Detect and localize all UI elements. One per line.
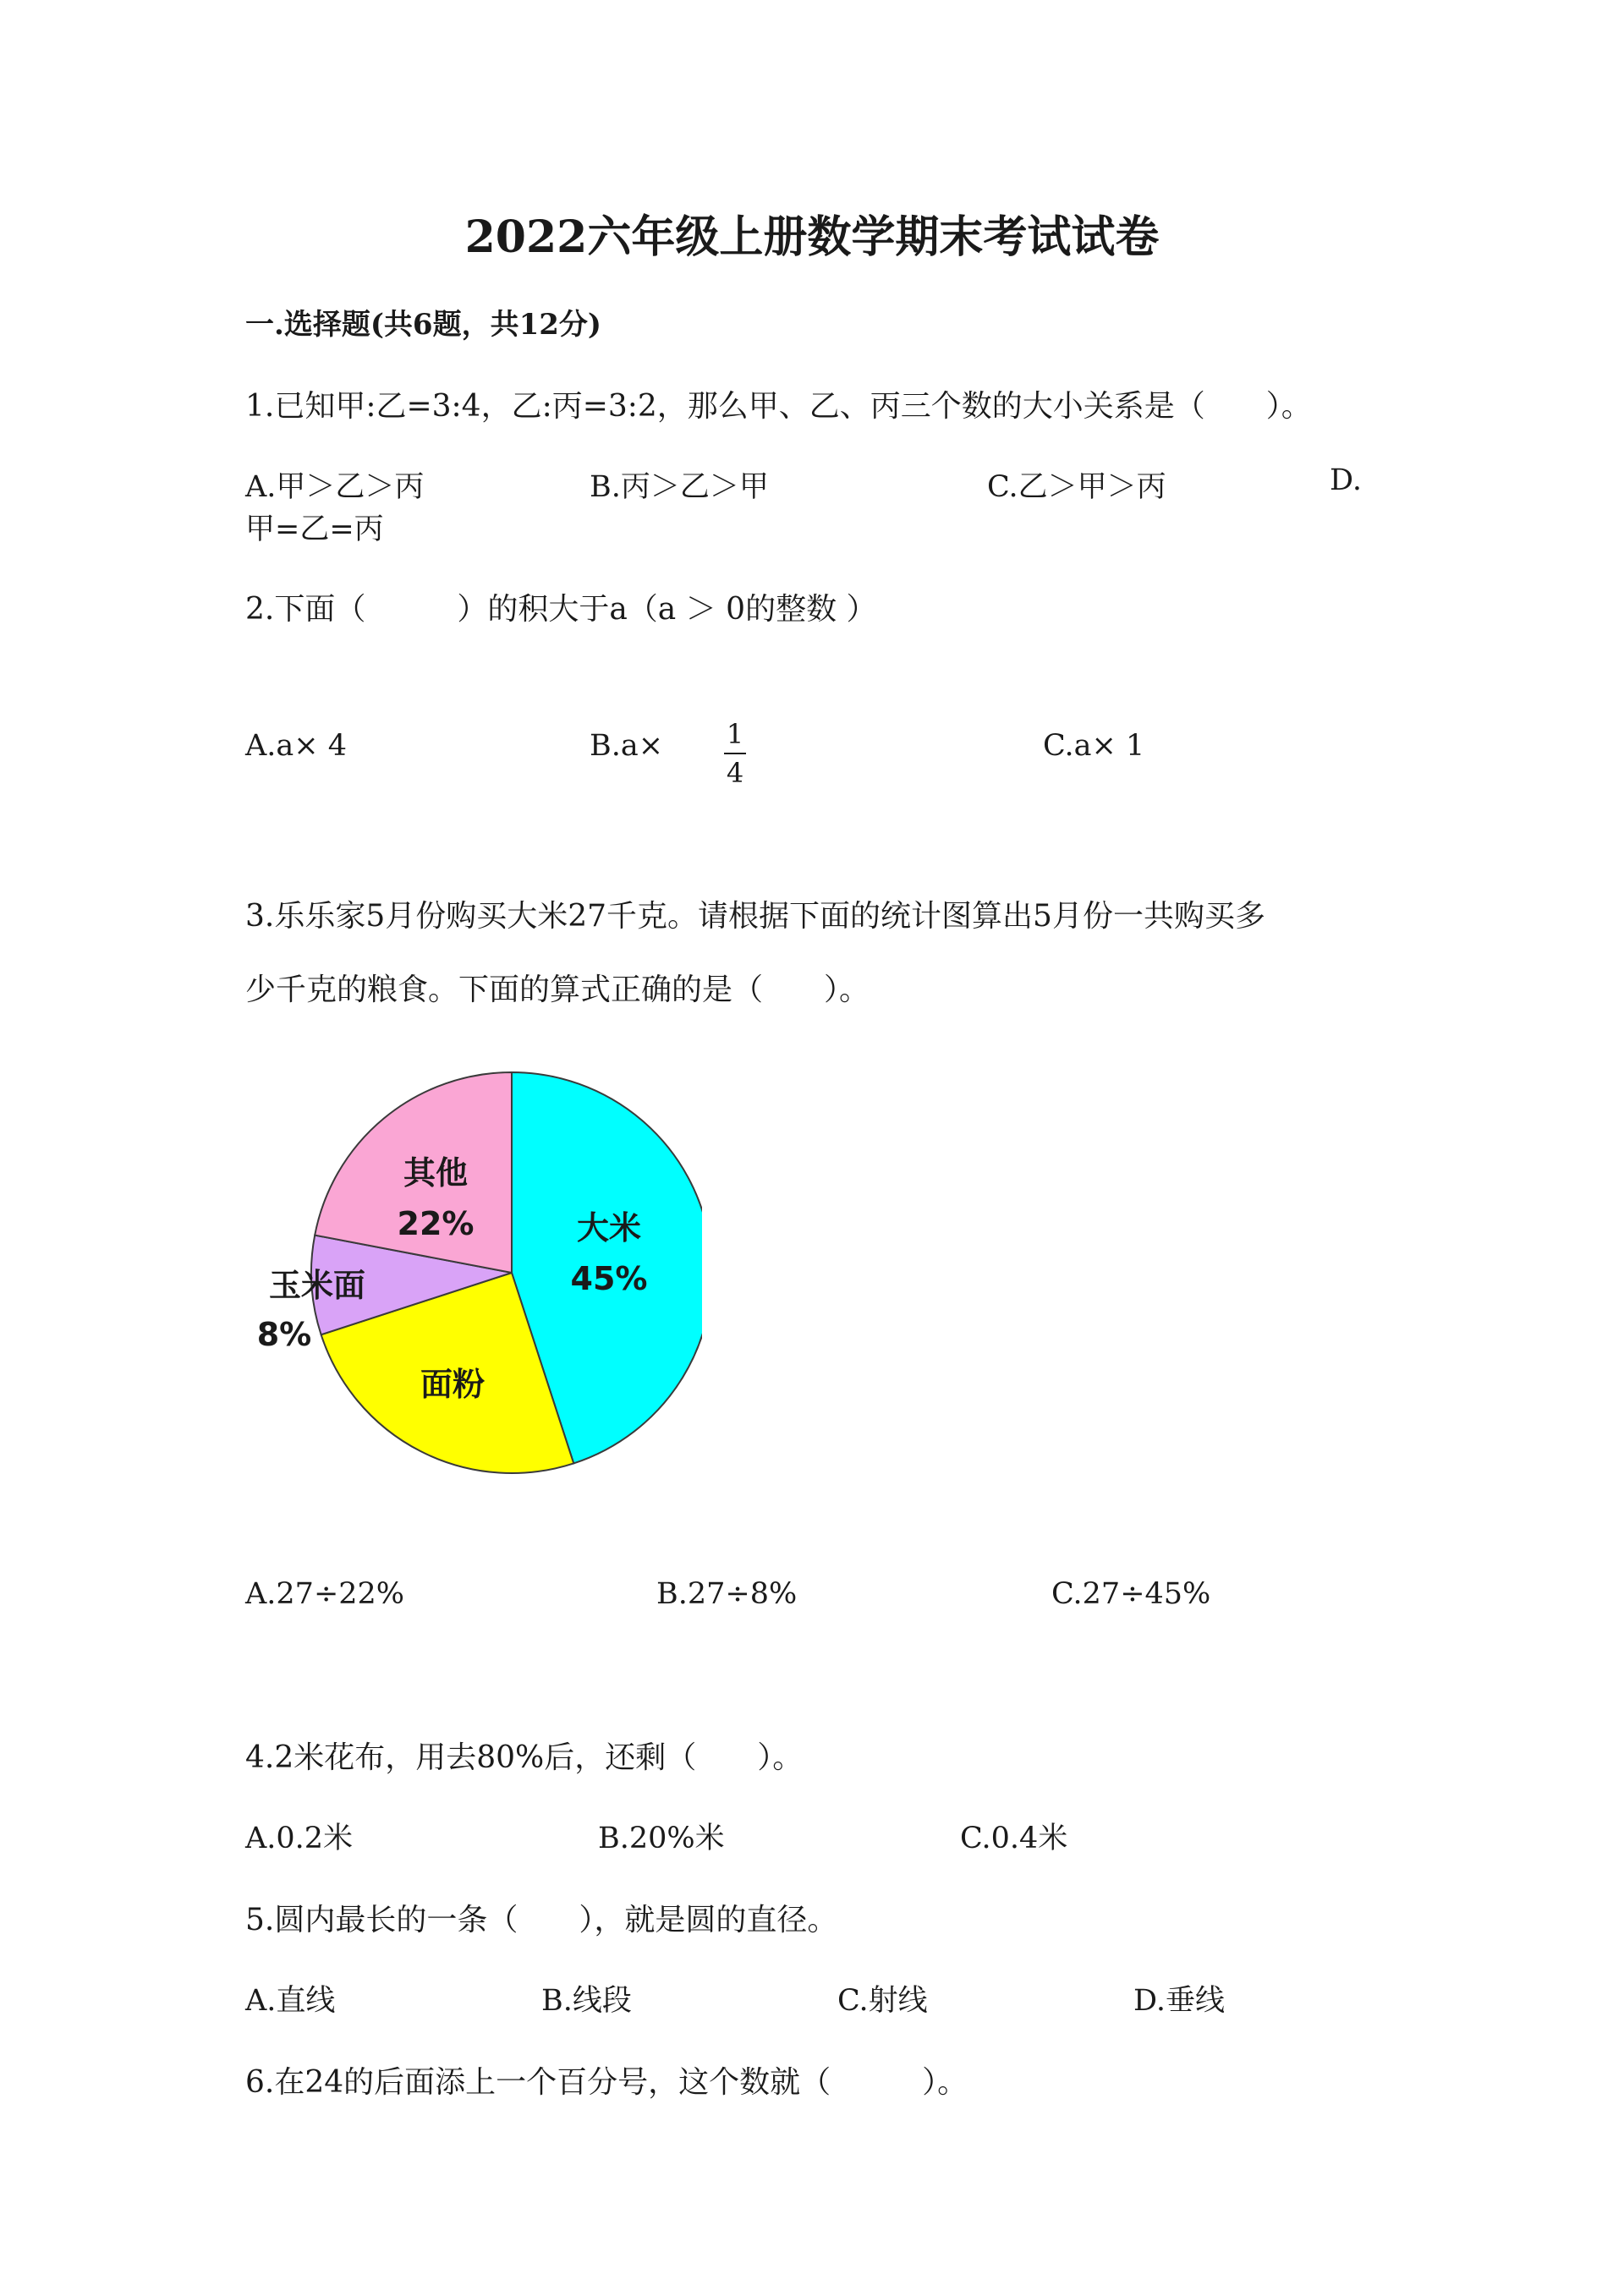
question-3-option-b[interactable]: B.27÷8% (656, 1577, 798, 1611)
question-3-option-a[interactable]: A.27÷22% (245, 1577, 405, 1611)
question-5-option-a[interactable]: A.直线 (245, 1984, 336, 2018)
question-5-option-c[interactable]: C.射线 (837, 1984, 928, 2018)
question-4-stem: 4.2米花布，用去80%后，还剩（ ）。 (245, 1740, 804, 1775)
question-2-stem: 2.下面（ ）的积大于a（a ＞ 0的整数 ） (245, 592, 877, 627)
pie-label-2: 面粉 (420, 1366, 486, 1403)
question-2-option-b[interactable]: B.a× (590, 729, 664, 763)
question-4-option-c[interactable]: C.0.4米 (960, 1822, 1068, 1855)
question-4-option-b[interactable]: B.20%米 (598, 1822, 725, 1855)
question-3-stem-line-1: 3.乐乐家5月份购买大米27千克。请根据下面的统计图算出5月份一共购买多 (245, 899, 1265, 934)
question-4-option-a[interactable]: A.0.2米 (245, 1822, 354, 1855)
pie-percent-label-1: 45% (570, 1260, 648, 1297)
question-5-option-b[interactable]: B.线段 (541, 1984, 632, 2018)
pie-label-1: 大米 (576, 1209, 642, 1247)
pie-label-3: 玉米面 (268, 1267, 366, 1304)
question-3-option-c[interactable]: C.27÷45% (1051, 1577, 1211, 1611)
section-heading: 一.选择题(共6题，共12分) (245, 308, 601, 342)
question-1-option-a[interactable]: A.甲＞乙＞丙 (245, 470, 425, 504)
fraction-bar (724, 753, 746, 754)
question-5-stem: 5.圆内最长的一条（ ），就是圆的直径。 (245, 1903, 838, 1937)
question-3-stem-line-2: 少千克的粮食。下面的算式正确的是（ ）。 (245, 973, 870, 1007)
question-2-option-c[interactable]: C.a× 1 (1043, 729, 1145, 763)
question-1-option-c[interactable]: C.乙＞甲＞丙 (987, 470, 1166, 504)
question-1-option-d-letter[interactable]: D. (1330, 463, 1362, 497)
page-title: 2022六年级上册数学期末考试试卷 (464, 211, 1160, 263)
question-1-stem: 1.已知甲:乙=3:4，乙:丙=3:2，那么甲、乙、丙三个数的大小关系是（ ）。 (245, 389, 1312, 424)
question-2-option-a[interactable]: A.a× 4 (245, 729, 347, 763)
question-1-option-b[interactable]: B.丙＞乙＞甲 (590, 470, 769, 504)
pie-label-4: 其他 (403, 1154, 469, 1192)
fraction-numerator: 1 (726, 718, 744, 750)
question-1-option-d-text[interactable]: 甲=乙=丙 (245, 512, 384, 546)
pie-percent-label-3: 8% (256, 1316, 312, 1353)
pie-chart (245, 1070, 702, 1510)
question-6-stem: 6.在24的后面添上一个百分号，这个数就（ ）。 (245, 2065, 968, 2100)
pie-percent-label-4: 22% (397, 1205, 475, 1242)
fraction-one-quarter (724, 718, 746, 789)
fraction-denominator: 4 (726, 757, 744, 789)
question-5-option-d[interactable]: D.垂线 (1133, 1984, 1225, 2018)
